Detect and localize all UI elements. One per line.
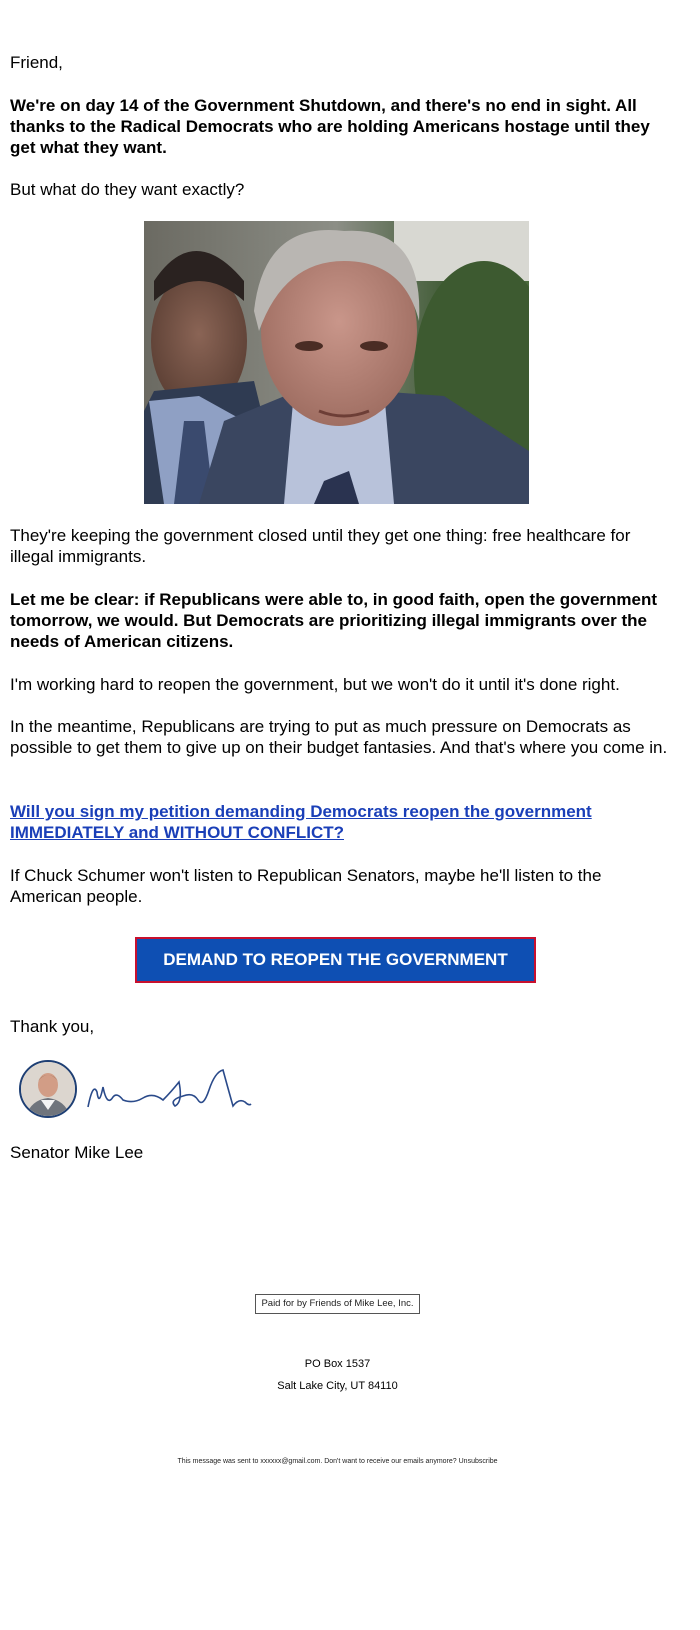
demand-reopen-button[interactable]: DEMAND TO REOPEN THE GOVERNMENT	[135, 937, 536, 983]
healthcare-paragraph: They're keeping the government closed until they get one thing: free healthcare for illegal immigrants.	[10, 526, 631, 566]
address-line-2: Salt Lake City, UT 84110	[277, 1380, 398, 1392]
sender-name: Senator Mike Lee	[10, 1143, 144, 1162]
avatar	[19, 1060, 77, 1118]
footer-notice	[10, 1458, 665, 1465]
signature-image	[83, 1062, 253, 1122]
message-notice: This message was sent to xxxxxx@gmail.com. Don't want to receive our emails anymore?	[177, 1458, 457, 1465]
unsubscribe-link[interactable]: Unsubscribe	[458, 1458, 498, 1465]
address-line-1: PO Box 1537	[304, 1358, 371, 1370]
closing-text: Thank you,	[10, 1017, 95, 1036]
schumer-paragraph: If Chuck Schumer won't listen to Republican Senators, maybe he'll listen to the American people.	[10, 866, 602, 906]
greeting: Friend,	[10, 53, 63, 72]
question-paragraph: But what do they want exactly?	[10, 180, 245, 199]
petition-link[interactable]: Will you sign my petition demanding Democrats reopen the government IMMEDIATELY and WITHOUT CONFLICT?	[10, 802, 592, 842]
bold-paragraph-shutdown: We're on day 14 of the Government Shutdown, and there's no end in sight. All thanks to the Radical Democrats who are holding Americans hostage until they get what they want.	[10, 96, 650, 157]
reopen-paragraph: I'm working hard to reopen the government, but we won't do it until it's done right.	[10, 675, 620, 694]
pressure-paragraph: In the meantime, Republicans are trying to put as much pressure on Democrats as possible to get them to give up on their budget fantasies. And that's where you come in.	[10, 717, 668, 757]
bold-paragraph-clear: Let me be clear: if Republicans were able to, in good faith, open the government tomorrow, we would. But Democrats are prioritizing illegal immigrants over the needs of American citizens.	[10, 590, 658, 651]
schumer-photo	[144, 221, 529, 504]
paid-for-disclaimer: Paid for by Friends of Mike Lee, Inc.	[255, 1294, 420, 1314]
